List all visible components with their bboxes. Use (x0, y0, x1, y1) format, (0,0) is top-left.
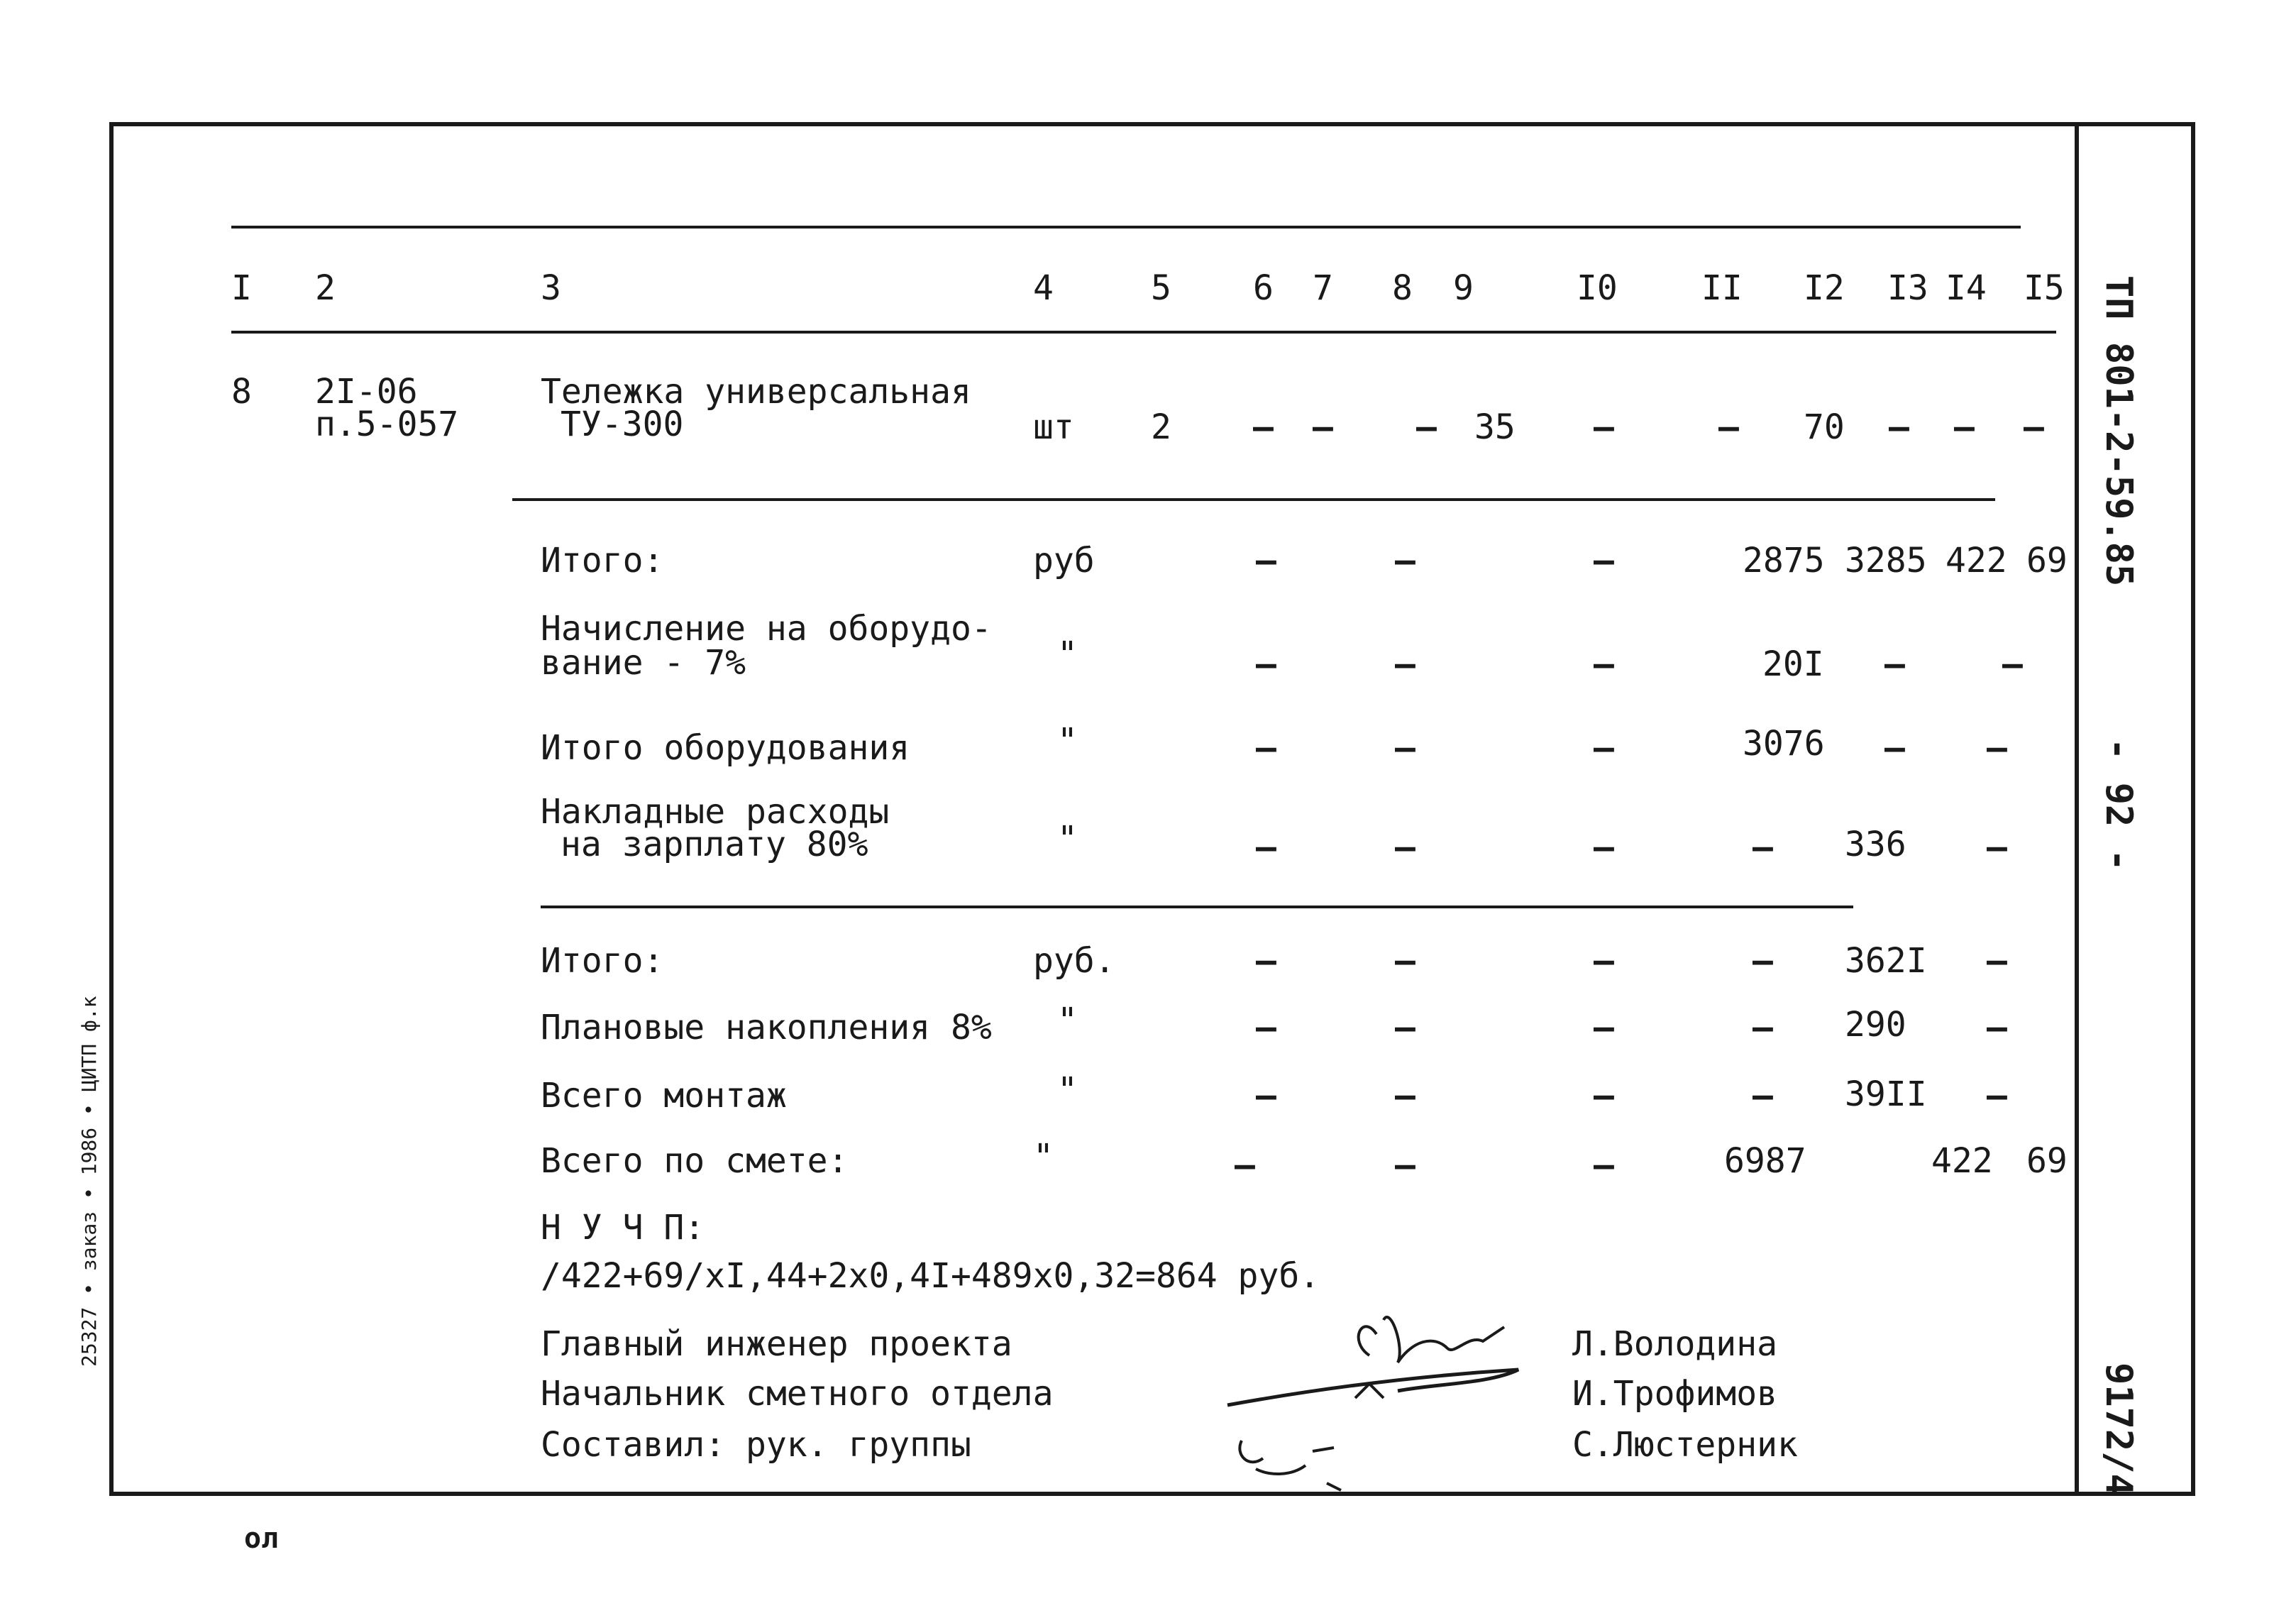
signature-role: Главный инженер проекта (541, 1324, 1012, 1364)
summary-c10: – (1594, 827, 1614, 867)
totals-c10: – (1594, 941, 1614, 981)
summary-unit: " (1057, 634, 1078, 674)
summary-c10: – (1594, 644, 1614, 684)
col-header-10: I0 (1577, 268, 1618, 308)
item-number: 8 (231, 372, 252, 412)
item-name-type: ТУ-300 (561, 404, 684, 444)
col-header-9: 9 (1453, 268, 1474, 308)
header-rule (231, 331, 2056, 334)
summary-c14: 69 (2026, 541, 2068, 580)
item-c10: – (1594, 407, 1614, 447)
summary-c10: – (1594, 728, 1614, 768)
summary-c8: – (1395, 541, 1415, 580)
summary-c14: – (1987, 728, 2007, 768)
page-number: - 92 - (2097, 738, 2140, 871)
summary-c11: – (1753, 827, 1773, 867)
totals-unit: " (1057, 1070, 1078, 1110)
item-c8: – (1416, 407, 1437, 447)
summary-label: Начисление на оборудо- (541, 609, 992, 649)
totals-c8: – (1395, 1076, 1415, 1116)
totals-label: Плановые накопления 8% (541, 1008, 992, 1047)
totals-c10: – (1594, 1008, 1614, 1047)
col-header-1: I (231, 268, 252, 308)
totals-c8: – (1395, 1008, 1415, 1047)
summary-rule (541, 906, 1853, 908)
summary-c8: – (1395, 728, 1415, 768)
summary-c12: – (1884, 644, 1905, 684)
col-header-4: 4 (1033, 268, 1054, 308)
totals-c6: – (1235, 1145, 1255, 1185)
totals-unit: " (1033, 1137, 1054, 1177)
totals-c10: – (1594, 1145, 1614, 1185)
col-header-12: I2 (1804, 268, 1845, 308)
summary-c8: – (1395, 644, 1415, 684)
summary-c14: – (1987, 827, 2007, 867)
totals-c12: 362I (1845, 941, 1927, 981)
signature-name: И.Трофимов (1572, 1374, 1777, 1414)
totals-label: Всего по смете: (541, 1141, 849, 1181)
summary-label: Итого: (541, 541, 664, 580)
summary-label-cont: вание - 7% (541, 643, 746, 683)
item-c12: 70 (1804, 407, 1845, 447)
totals-c6: – (1256, 1008, 1276, 1047)
nuchp-formula: /422+69/xI,44+2x0,4I+489x0,32=864 руб. (541, 1256, 1320, 1296)
item-c7: – (1313, 407, 1333, 447)
totals-label: Итого: (541, 941, 664, 981)
totals-c12: 39II (1845, 1074, 1927, 1114)
summary-c6: – (1256, 827, 1276, 867)
summary-label-cont: на зарплату 80% (561, 825, 868, 864)
totals-unit: " (1057, 1001, 1078, 1040)
totals-c8: – (1395, 1145, 1415, 1185)
summary-c11: 2875 (1743, 541, 1825, 580)
item-unit: шт (1033, 407, 1074, 447)
item-qty: 2 (1151, 407, 1171, 447)
totals-c11: 6987 (1724, 1141, 1806, 1181)
summary-c8: – (1395, 827, 1415, 867)
totals-c11: – (1753, 1076, 1773, 1116)
right-column-divider (2075, 126, 2079, 1492)
col-header-14: I4 (1945, 268, 1987, 308)
col-header-15: I5 (2024, 268, 2065, 308)
totals-c14: – (1987, 1076, 2007, 1116)
bottom-mark: ол (244, 1522, 279, 1555)
summary-c6: – (1256, 644, 1276, 684)
totals-c10: – (1594, 1076, 1614, 1116)
totals-c13: 422 (1931, 1141, 1993, 1181)
summary-c11: 3076 (1743, 724, 1825, 764)
col-header-11: II (1701, 268, 1743, 308)
side-code: ТП 801-2-59.85 (2097, 275, 2140, 587)
item-c6: – (1253, 407, 1274, 447)
summary-c14: – (2002, 644, 2023, 684)
item-c14: – (1954, 407, 1975, 447)
summary-c12: 336 (1845, 825, 1906, 864)
col-header-13: I3 (1887, 268, 1928, 308)
summary-c13: 422 (1945, 541, 2007, 580)
signature-name: С.Люстерник (1572, 1425, 1798, 1465)
totals-c11: – (1753, 1008, 1773, 1047)
item-c9: 35 (1474, 407, 1516, 447)
signature-role: Составил: рук. группы (541, 1425, 971, 1465)
summary-c6: – (1256, 728, 1276, 768)
sheet-number: 9172/4 (2097, 1363, 2140, 1496)
item-rule (512, 498, 1995, 501)
col-header-3: 3 (541, 268, 561, 308)
signature-name: Л.Володина (1572, 1324, 1777, 1364)
signature-role: Начальник сметного отдела (541, 1374, 1054, 1414)
totals-c14: 69 (2026, 1141, 2068, 1181)
item-c11: – (1718, 407, 1739, 447)
item-code: 2I-06 (315, 372, 418, 412)
summary-c6: – (1256, 541, 1276, 580)
totals-c8: – (1395, 941, 1415, 981)
summary-unit: " (1057, 721, 1078, 761)
left-stamp: 25327 • заказ • 1986 • ЦИТП ф.к (77, 996, 101, 1367)
top-rule (231, 226, 2021, 229)
item-c13: – (1889, 407, 1909, 447)
handwritten-signatures (1220, 1299, 1589, 1497)
item-c15: – (2024, 407, 2044, 447)
col-header-2: 2 (315, 268, 336, 308)
summary-c12: – (1884, 728, 1905, 768)
totals-c14: – (1987, 1008, 2007, 1047)
col-header-7: 7 (1313, 268, 1333, 308)
col-header-8: 8 (1392, 268, 1413, 308)
totals-c14: – (1987, 941, 2007, 981)
totals-label: Всего монтаж (541, 1076, 787, 1116)
totals-c12: 290 (1845, 1005, 1906, 1045)
totals-c11: – (1753, 941, 1773, 981)
nuchp-label: Н У Ч П: (541, 1208, 705, 1248)
summary-c12: 3285 (1845, 541, 1927, 580)
summary-label: Накладные расходы (541, 792, 890, 832)
item-code-ref: п.5-057 (315, 404, 459, 444)
summary-unit: руб (1033, 541, 1095, 580)
totals-c6: – (1256, 941, 1276, 981)
totals-c6: – (1256, 1076, 1276, 1116)
summary-c11: 20I (1762, 644, 1824, 684)
col-header-5: 5 (1151, 268, 1171, 308)
totals-unit: руб. (1033, 941, 1115, 981)
item-name: Тележка универсальная (541, 372, 971, 412)
col-header-6: 6 (1253, 268, 1274, 308)
summary-unit: " (1057, 819, 1078, 859)
summary-label: Итого оборудования (541, 728, 910, 768)
summary-c10: – (1594, 541, 1614, 580)
